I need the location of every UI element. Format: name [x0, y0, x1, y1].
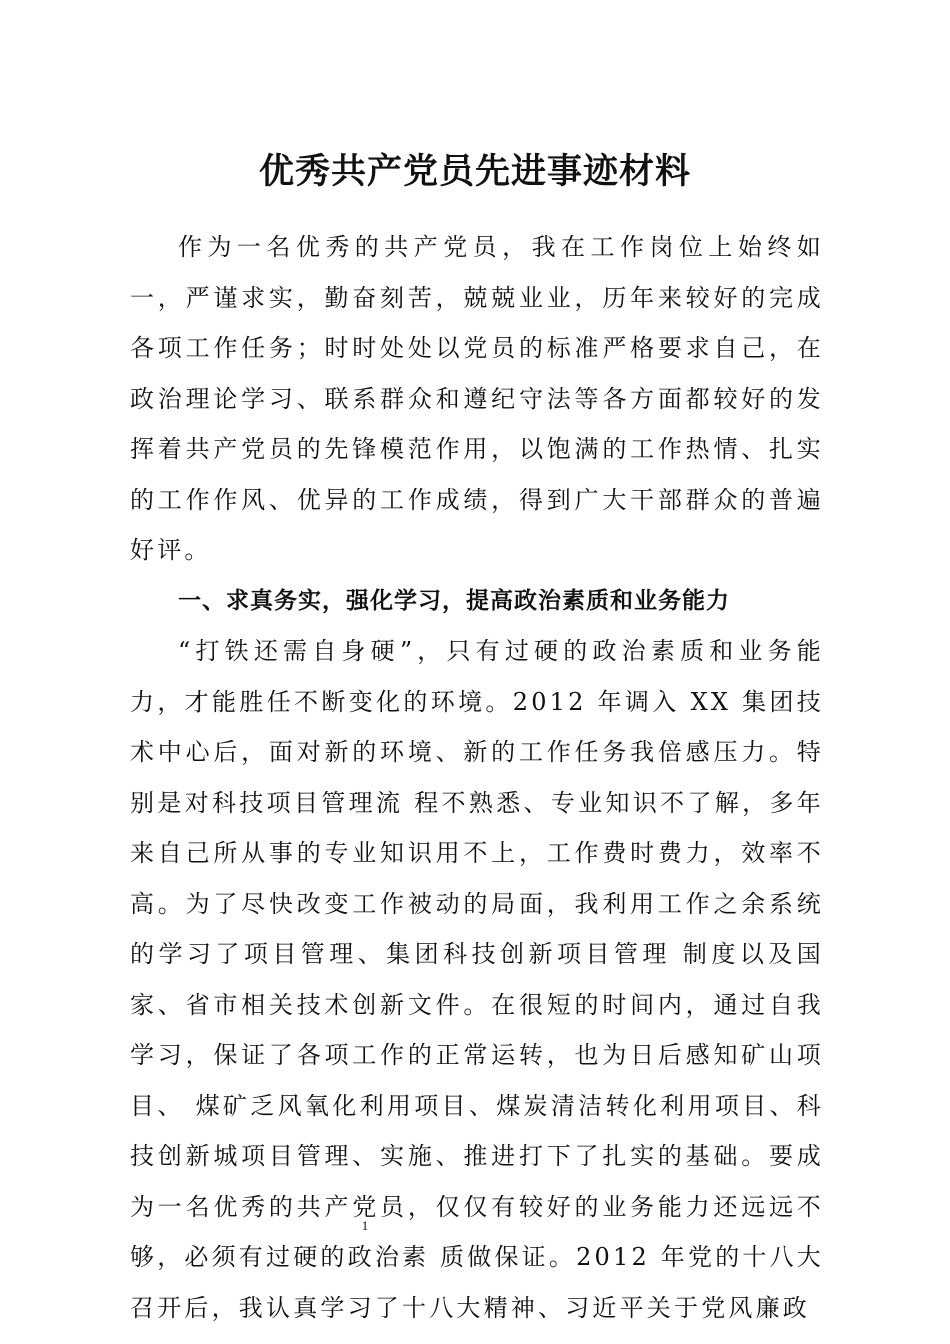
- section-paragraph: “打铁还需自身硬”，只有过硬的政治素质和业务能力，才能胜任不断变化的环境。2012 年调入 XX 集团技术中心后，面对新的环境、新的工作任务我倍感压力。特别是对科技项目管理流 程不熟悉、专业知识不了解，多年来自己所从事的专业知识用不上，工作费时费力，效率不高。为了尽快改变工作被动的局面，我利用工作之余系统的学习了项目管理、集团科技创新项目管理 制度以及国家、省市相关技术创新文件。在很短的时间内，通过自我学习，保证了各项工作的正常运转，也为日后感知矿山项目、 煤矿乏风氧化利用项目、煤炭清洁转化利用项目、科技创新城项目管理、实施、推进打下了扎实的基础。要成为一名优秀的共产党员，仅仅有较好的业务能力还远远不够，必须有过硬的政治素 质做保证。2012 年党的十八大召开后，我认真学习了十八大精神、习近平关于党风廉政: [130, 637, 824, 1322]
- page-number: 1: [361, 1218, 369, 1233]
- document-title: 优秀共产党员先进事迹材料: [258, 151, 691, 192]
- document-body: [130, 222, 824, 1333]
- section-heading: 一、求真务实，强化学习，提高政治素质和业务能力: [178, 587, 730, 614]
- intro-paragraph: 作为一名优秀的共产党员，我在工作岗位上始终如一，严谨求实，勤奋刻苦，兢兢业业，历年来较好的完成各项工作任务；时时处处以党员的标准严格要求自己，在政治理论学习、联系群众和遵纪守法等各方面都较好的发挥着共产党员的先锋模范作用，以饱满的工作热情、扎实的工作作风、优异的工作成绩，得到广大干部群众的普遍好评。: [130, 233, 824, 564]
